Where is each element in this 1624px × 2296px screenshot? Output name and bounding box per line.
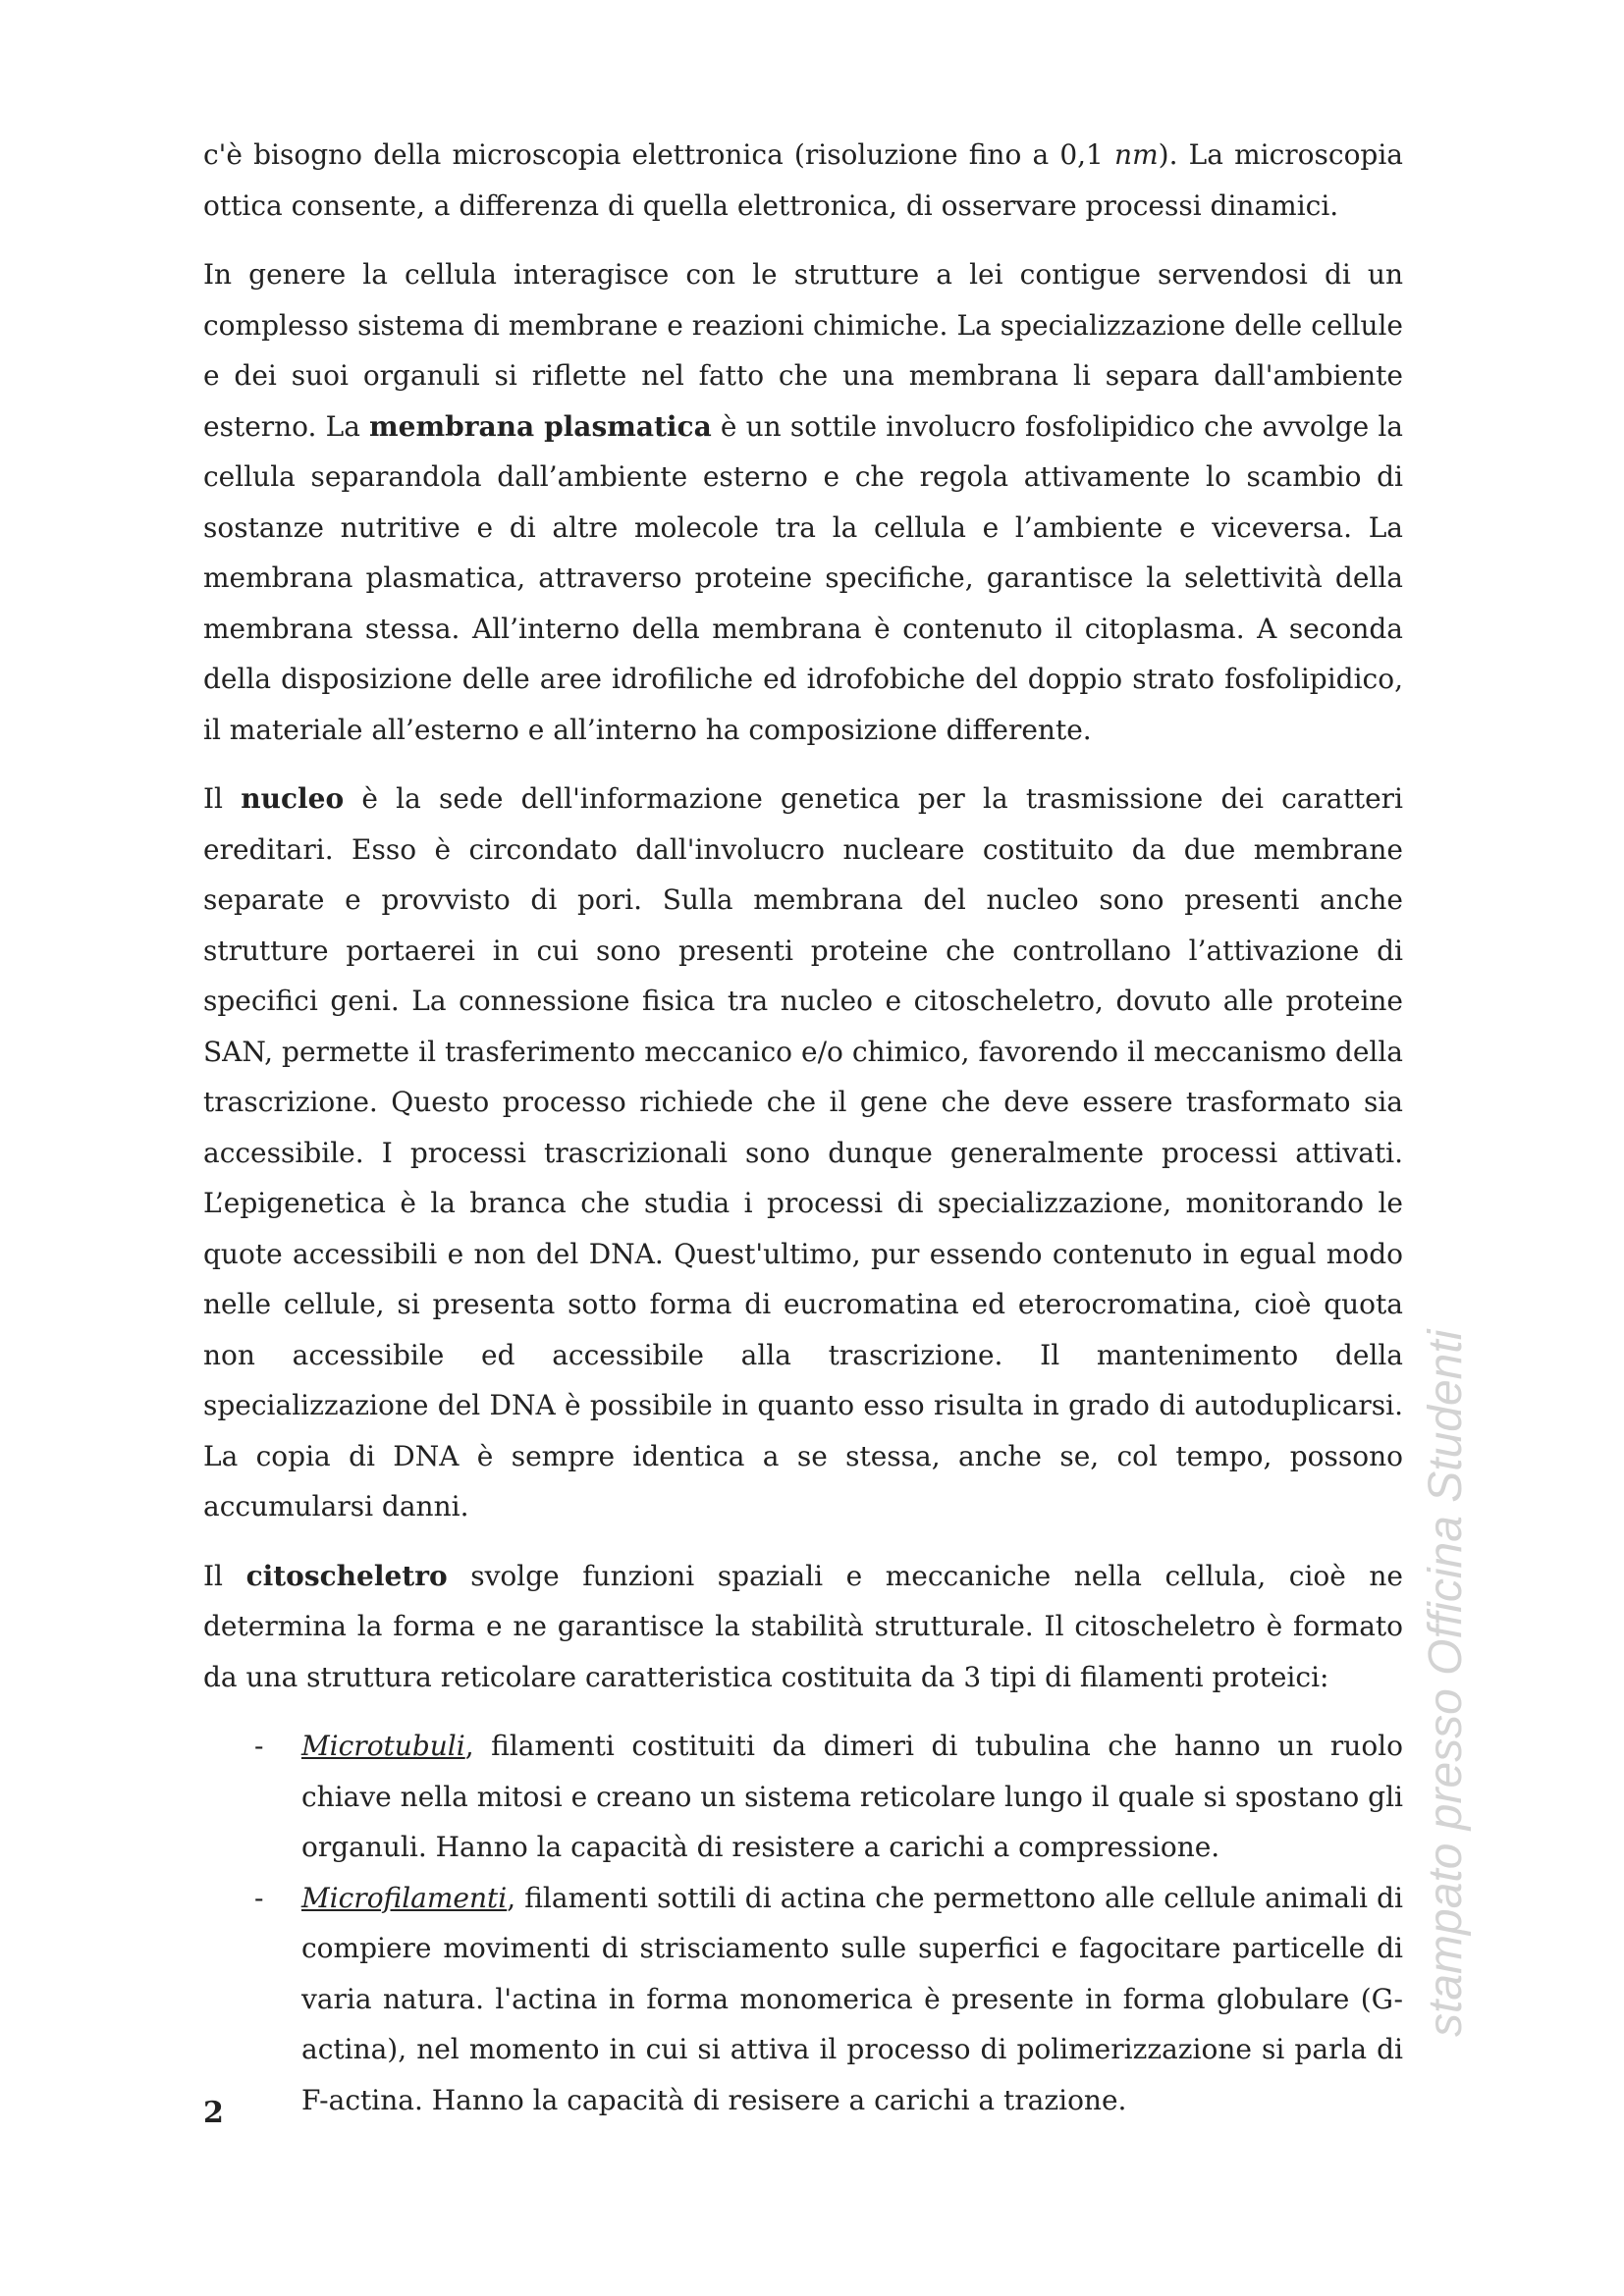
paragraph <box>203 1551 1403 1703</box>
paragraph <box>203 130 1403 231</box>
list-dash: - <box>254 1730 264 1762</box>
list-text: , filamenti sottili di actina che permettono alle cellule animali di compiere movimenti di strisciamento sulle superfici e fagocitare particelle di varia natura. l'actina in forma monomerica è presente in forma globulare (G-actina), nel momento in cui si attiva il processo di polimerizzazione si parla di F-actina. Hanno la capacità di resisere a carichi a trazione. <box>301 1881 1403 2116</box>
list-item <box>203 1721 1403 1873</box>
paragraph <box>203 774 1403 1532</box>
page-number: 2 <box>203 2096 224 2130</box>
bold-term: citoscheletro <box>245 1559 448 1592</box>
italic-unit: nm <box>1114 138 1159 171</box>
paragraphs <box>203 130 1403 1702</box>
paragraph <box>203 249 1403 755</box>
list-text: , filamenti costituiti da dimeri di tubulina che hanno un ruolo chiave nella mitosi e creano un sistema reticolare lungo il quale si spostano gli organuli. Hanno la capacità di resistere a carichi a compressione. <box>301 1730 1403 1863</box>
watermark: stampato presso Officina Studenti <box>1420 1329 1472 2037</box>
list-item <box>203 1873 1403 2126</box>
list-dash: - <box>254 1881 264 1914</box>
text-run: è la sede dell'informazione genetica per la trasmissione dei caratteri ereditari. Esso è circondato dall'involucro nucleare costituito da due membrane separate e provvisto di pori. Sulla membrana del nucleo sono presenti anche strutture portaerei in cui sono presenti proteine che controllano l’attivazione di specifici geni. La connessione fisica tra nucleo e citoscheletro, dovuto alle proteine SAN, permette il trasferimento meccanico e/o chimico, favorendo il meccanismo della trascrizione. Questo processo richiede che il gene che deve essere trasformato sia accessibile. I processi trascrizionali sono dunque generalmente processi attivati. L’epigenetica è la branca che studia i processi di specializzazione, monitorando le quote accessibili e non del DNA. Quest'ultimo, pur essendo contenuto in egual modo nelle cellule, si presenta sotto forma di eucromatina ed eterocromatina, cioè quota non accessibile ed accessibile alla trascrizione. Il mantenimento della specializzazione del DNA è possibile in quanto esso risulta in grado di autoduplicarsi. La copia di DNA è sempre identica a se stessa, anche se, col tempo, possono accumularsi danni. <box>203 782 1403 1522</box>
text-run: Il <box>203 782 242 815</box>
bold-term: membrana plasmatica <box>369 409 712 443</box>
bold-term: nucleo <box>241 782 345 815</box>
list-term: Microfilamenti <box>301 1881 508 1914</box>
text-run: svolge funzioni spaziali e meccaniche nella cellula, cioè ne determina la forma e ne garantisce la stabilità strutturale. Il citoscheletro è formato da una struttura reticolare caratteristica costituita da 3 tipi di filamenti proteici: <box>203 1559 1403 1693</box>
text-run: è un sottile involucro fosfolipidico che avvolge la cellula separandola dall’ambiente esterno e che regola attivamente lo scambio di sostanze nutritive e di altre molecole tra la cellula e l’ambiente e viceversa. La membrana plasmatica, attraverso proteine specifiche, garantisce la selettività della membrana stessa. All’interno della membrana è contenuto il citoplasma. A seconda della disposizione delle aree idrofiliche ed idrofobiche del doppio strato fosfolipidico, il materiale all’esterno e all’interno ha composizione differente. <box>203 409 1403 746</box>
text-run: ). La microscopia ottica consente, a differenza di quella elettronica, di osservare processi dinamici. <box>203 138 1403 222</box>
list-term: Microtubuli <box>301 1730 465 1762</box>
text-run: Il <box>203 1559 246 1592</box>
text-run: c'è bisogno della microscopia elettronica (risoluzione fino a 0,1 <box>203 138 1115 171</box>
filament-list <box>203 1721 1403 2125</box>
text-run: In genere la cellula interagisce con le strutture a lei contigue servendosi di un complesso sistema di membrane e reazioni chimiche. La specializzazione delle cellule e dei suoi organuli si riflette nel fatto che una membrana li separa dall'ambiente esterno. La <box>203 258 1403 443</box>
body-text <box>203 130 1403 2125</box>
